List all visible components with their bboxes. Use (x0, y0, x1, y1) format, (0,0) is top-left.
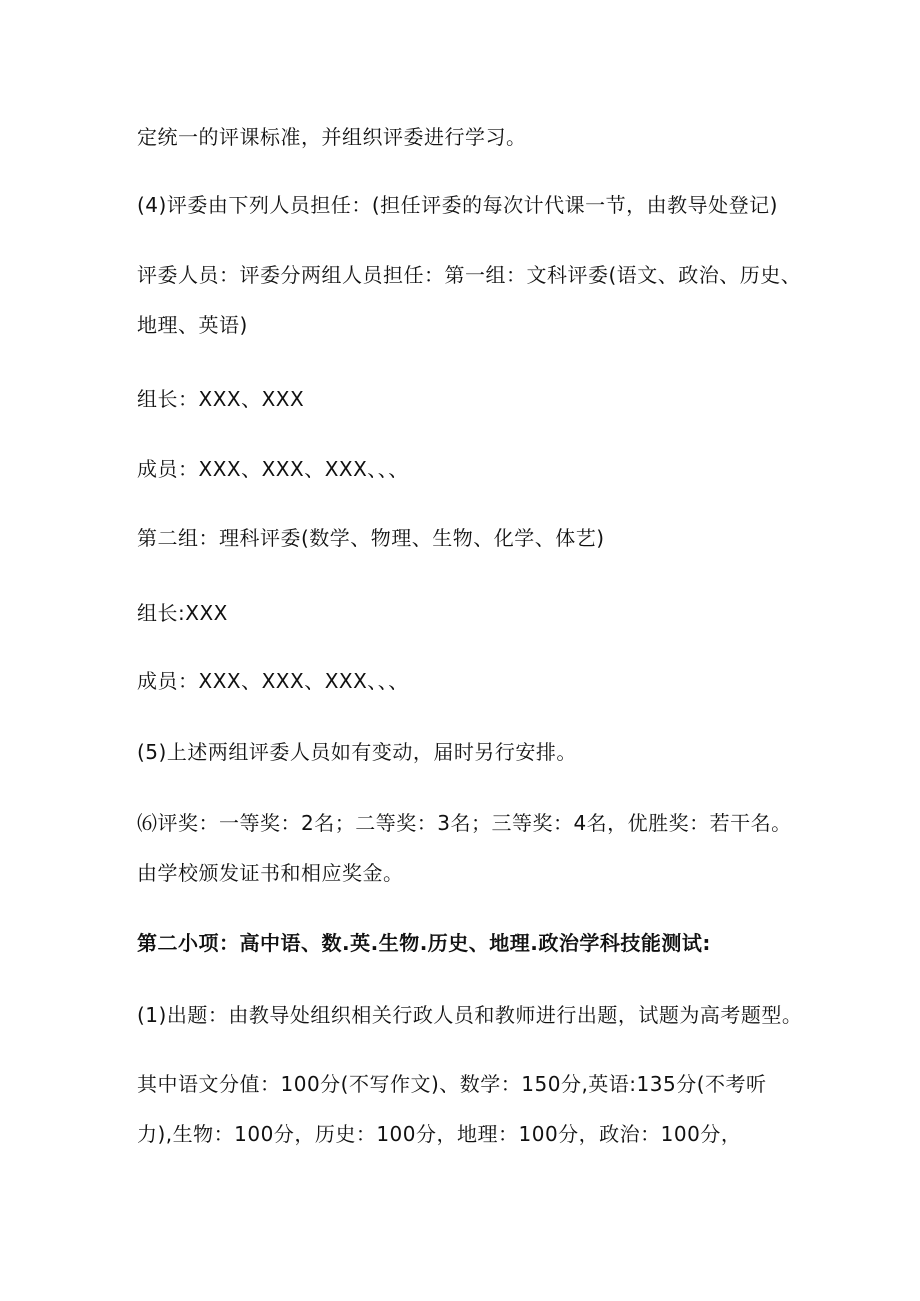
text-line: 第二组：理科评委(数学、物理、生物、化学、体艺) (137, 526, 605, 550)
text-line: 定统一的评课标准，并组织评委进行学习。 (137, 125, 527, 149)
text-line: 由学校颁发证书和相应奖金。 (137, 861, 404, 885)
text-line: 成员：XXX、XXX、XXX、、、 (137, 457, 409, 481)
text-line: 评委人员：评委分两组人员担任：第一组：文科评委(语文、政治、历史、 (137, 263, 802, 287)
text-line: (4)评委由下列人员担任：(担任评委的每次计代课一节，由教导处登记) (137, 193, 778, 217)
text-line: 地理、英语) (137, 313, 248, 337)
text-line: (5)上述两组评委人员如有变动，届时另行安排。 (137, 740, 577, 764)
text-line: ⑹评奖：一等奖：2名；二等奖：3名；三等奖：4名，优胜奖：若干名。 (137, 811, 792, 835)
text-line: 成员：XXX、XXX、XXX、、、 (137, 669, 409, 693)
text-line: 力),生物：100分，历史：100分，地理：100分，政治：100分， (137, 1122, 742, 1146)
text-line: 组长：XXX、XXX (137, 387, 305, 411)
text-line: 组长:XXX (137, 601, 228, 625)
text-line: 其中语文分值：100分(不写作文)、数学：150分,英语:135分(不考听 (137, 1072, 767, 1096)
text-line: (1)出题：由教导处组织相关行政人员和教师进行出题，试题为高考题型。 (137, 1003, 803, 1027)
section-heading: 第二小项：高中语、数.英.生物.历史、地理.政治学科技能测试: (137, 931, 711, 955)
